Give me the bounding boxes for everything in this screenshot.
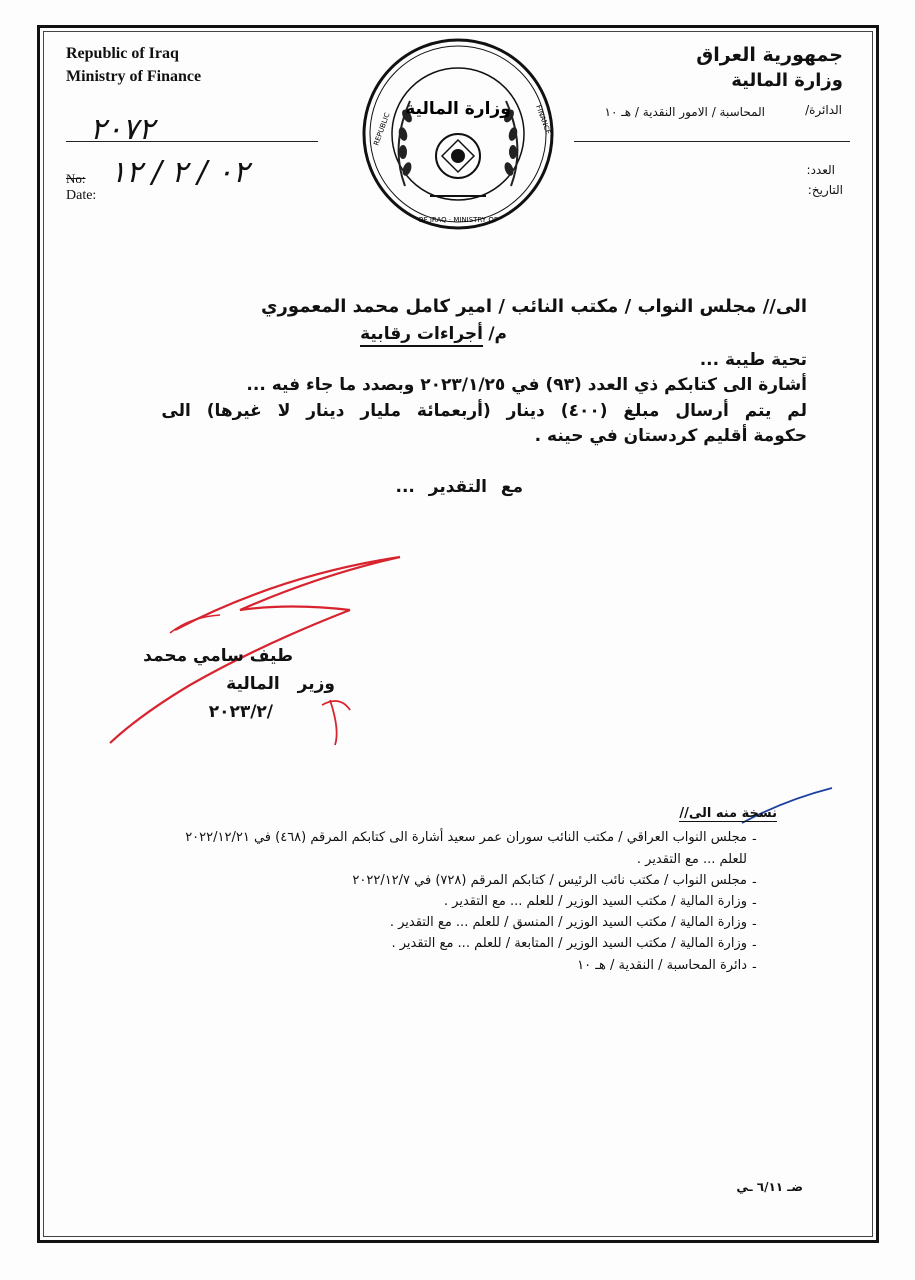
handwritten-date: ٠٢ / ٢ / ١٢	[110, 155, 249, 190]
copy-item-1-cont: للعلم ... مع التقدير .	[636, 852, 747, 867]
copy-item-5: وزارة المالية / مكتب السيد الوزير / المتابعة / للعلم ... مع التقدير .	[391, 936, 747, 951]
greeting: تحية طيبة ...	[699, 350, 807, 370]
copy-item-1: مجلس النواب العراقي / مكتب النائب سوران عمر سعيد أشارة الى كتابكم المرقم (٤٦٨) في ٢٠٢٢/١٢/٢١	[185, 830, 747, 845]
number-label-en: No:	[66, 171, 86, 186]
signatory-name: طيف سامي محمد	[143, 646, 293, 666]
copy-bullet-5: -	[752, 938, 757, 953]
header-ministry-en: Ministry of Finance	[66, 68, 202, 85]
header-rule-right-1	[574, 141, 850, 142]
date-label-ar: التاريخ:	[807, 183, 843, 197]
handwritten-number: ٢٠٧٢	[90, 112, 155, 147]
closing: مع التقدير ...	[395, 477, 523, 497]
header-country-ar: جمهورية العراق	[696, 44, 843, 66]
department-value: المحاسبة / الامور النقدية / هـ ١٠	[604, 105, 765, 119]
copy-bullet-2: -	[752, 875, 757, 890]
signature-date: ٢٠٢٣/٢/	[208, 702, 273, 722]
seal-ring-right: FINANCE	[534, 103, 553, 136]
copy-item-4: وزارة المالية / مكتب السيد الوزير / المنسق / للعلم ... مع التقدير .	[389, 915, 747, 930]
copy-bullet-3: -	[752, 896, 757, 911]
body-line-3: حكومة أقليم كردستان في حينه .	[534, 426, 807, 446]
copies-heading: نسخة منه الى//	[679, 806, 777, 821]
signatory-title: وزير المالية	[226, 674, 335, 694]
body-line-2: لم يتم أرسال مبلغ (٤٠٠) دينار (أربعمائة مليار دينار لا غيرها) الى	[161, 401, 807, 421]
recipient-line: الى// مجلس النواب / مكتب النائب / امير كامل محمد المعموري	[261, 296, 807, 317]
header-ministry-ar: وزارة المالية	[731, 70, 843, 91]
copy-item-2: مجلس النواب / مكتب نائب الرئيس / كتابكم المرقم (٧٢٨) في ٢٠٢٢/١٢/٧	[352, 873, 747, 888]
body-line-1: أشارة الى كتابكم ذي العدد (٩٣) في ٢٠٢٣/١/٢٥ وبصدد ما جاء فيه ...	[246, 375, 807, 395]
copy-item-6: دائرة المحاسبة / النقدية / هـ ١٠	[577, 958, 747, 973]
copy-bullet-4: -	[752, 917, 757, 932]
ministry-seal-icon	[360, 36, 556, 232]
number-label-ar: العدد:	[806, 163, 835, 177]
seal-ring-left: REPUBLIC	[372, 111, 392, 147]
copy-bullet-1: -	[752, 832, 757, 847]
date-label-en: Date:	[66, 188, 97, 203]
copy-item-3: وزارة المالية / مكتب السيد الوزير / للعلم ... مع التقدير .	[443, 894, 747, 909]
subject-prefix: م/	[488, 324, 507, 344]
copy-bullet-6: -	[752, 960, 757, 975]
header-country-en: Republic of Iraq	[66, 45, 179, 62]
subject-text: أجراءات رقابية	[360, 324, 483, 347]
department-label: الدائرة/	[805, 103, 842, 117]
footer-code: ضـ ٦/١١ ـي	[736, 1180, 803, 1194]
seal-ring-bottom: OF IRAQ · MINISTRY OF	[418, 216, 498, 224]
seal-inner-text: وزارة المالية	[405, 99, 511, 119]
